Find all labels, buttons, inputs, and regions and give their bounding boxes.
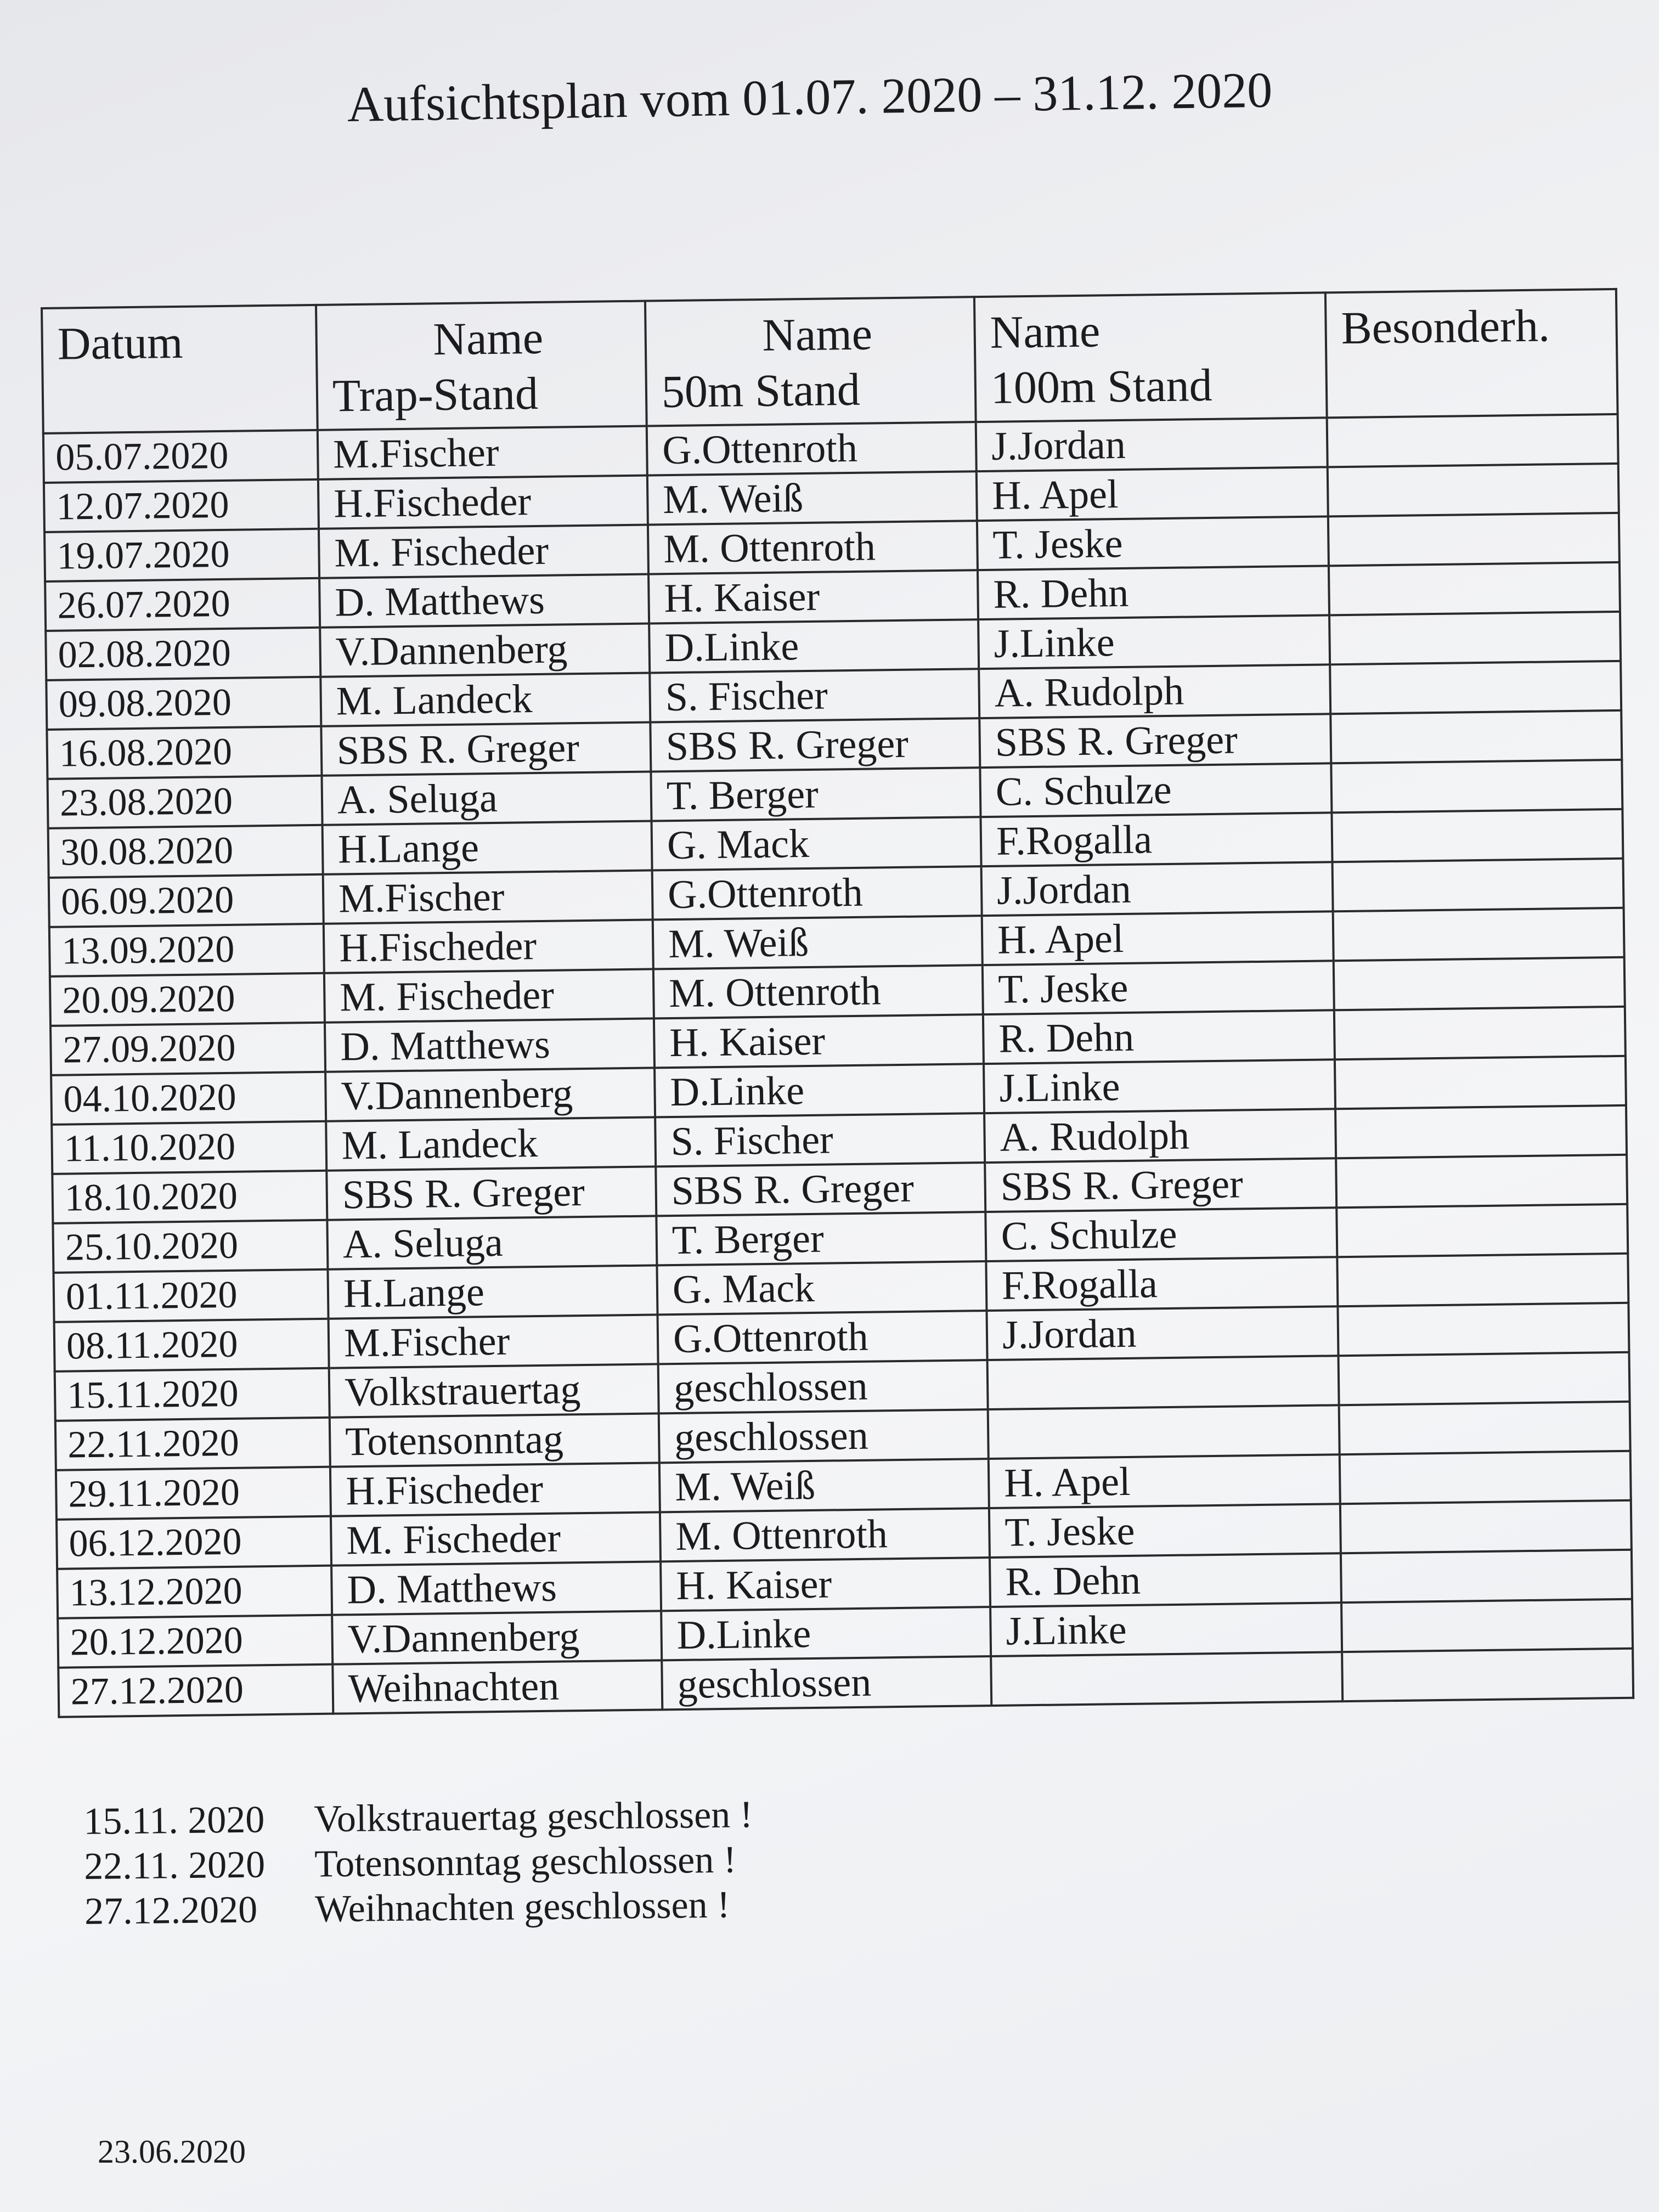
cell-datum: 12.07.2020 [44, 479, 319, 532]
cell-besonderh [1334, 957, 1625, 1010]
cell-datum: 04.10.2020 [51, 1072, 326, 1125]
cell-datum: 19.07.2020 [44, 529, 319, 582]
cell-trap-stand: M. Landeck [320, 673, 650, 726]
header-besonderh: Besonderh. [1325, 289, 1618, 417]
cell-100m-stand: J.Jordan [976, 417, 1328, 471]
cell-50m-stand: S. Fischer [650, 669, 979, 722]
cell-50m-stand: H. Kaiser [661, 1558, 990, 1611]
cell-50m-stand: G. Mack [652, 817, 981, 870]
cell-50m-stand: T. Berger [651, 768, 980, 821]
cell-50m-stand: geschlossen [658, 1360, 988, 1413]
cell-50m-stand: M. Weiß [653, 916, 983, 969]
cell-100m-stand: J.Linke [990, 1602, 1342, 1656]
cell-50m-stand: G. Mack [657, 1261, 986, 1314]
cell-trap-stand: SBS R. Greger [326, 1166, 656, 1220]
cell-50m-stand: T. Berger [656, 1212, 986, 1265]
cell-datum: 27.09.2020 [50, 1023, 325, 1075]
cell-100m-stand: F.Rogalla [986, 1257, 1338, 1311]
cell-besonderh [1339, 1352, 1630, 1405]
schedule-table [41, 288, 1634, 1718]
cell-50m-stand: M. Weiß [659, 1459, 989, 1512]
cell-datum: 16.08.2020 [47, 726, 321, 779]
cell-besonderh [1327, 414, 1618, 467]
note-text: Weihnachten geschlossen ! [314, 1883, 730, 1931]
cell-besonderh [1342, 1649, 1633, 1701]
cell-besonderh [1341, 1599, 1633, 1652]
cell-datum: 06.12.2020 [57, 1516, 331, 1569]
cell-100m-stand: A. Rudolph [984, 1109, 1336, 1163]
schedule-table-container [41, 288, 1634, 1718]
cell-trap-stand: H.Lange [323, 821, 652, 874]
cell-datum: 27.12.2020 [58, 1664, 333, 1717]
document-title: Aufsichtsplan vom 01.07. 2020 – 31.12. 2020 [346, 61, 1273, 132]
cell-datum: 13.12.2020 [57, 1566, 332, 1618]
cell-100m-stand: H. Apel [989, 1454, 1340, 1508]
cell-100m-stand: R. Dehn [983, 1010, 1335, 1064]
cell-50m-stand: G.Ottenroth [647, 422, 977, 475]
cell-besonderh [1336, 1155, 1627, 1207]
cell-trap-stand: V.Dannenberg [320, 623, 650, 676]
cell-100m-stand: F.Rogalla [980, 812, 1332, 866]
cell-100m-stand: T. Jeske [989, 1504, 1341, 1558]
cell-50m-stand: G.Ottenroth [658, 1311, 988, 1364]
cell-50m-stand: SBS R. Greger [650, 718, 980, 771]
cell-trap-stand: Weihnachten [332, 1660, 662, 1713]
cell-100m-stand [988, 1405, 1340, 1459]
table-body [43, 414, 1633, 1717]
cell-besonderh [1336, 1204, 1628, 1257]
header-100m-stand [974, 292, 1327, 422]
cell-trap-stand: D. Matthews [325, 1018, 654, 1071]
cell-datum: 22.11.2020 [55, 1418, 330, 1470]
cell-trap-stand: A. Seluga [321, 771, 651, 825]
note-row [84, 1882, 754, 1934]
cell-besonderh [1338, 1303, 1629, 1356]
cell-datum: 26.07.2020 [45, 578, 320, 631]
header-trap-stand [316, 301, 647, 430]
cell-trap-stand: H.Lange [328, 1265, 657, 1318]
header-50m-line1: Name [761, 308, 873, 361]
cell-datum: 13.09.2020 [49, 924, 324, 977]
cell-100m-stand: R. Dehn [990, 1553, 1341, 1607]
cell-trap-stand: M.Fischer [329, 1314, 658, 1368]
cell-datum: 20.09.2020 [50, 973, 325, 1026]
header-50m-line2: 50m Stand [661, 364, 861, 417]
cell-trap-stand: Volkstrauertag [329, 1364, 659, 1417]
note-date: 22.11. 2020 [83, 1843, 266, 1888]
cell-datum: 20.12.2020 [58, 1615, 332, 1668]
cell-100m-stand: SBS R. Greger [979, 714, 1331, 768]
cell-50m-stand: geschlossen [662, 1656, 991, 1709]
cell-besonderh [1335, 1056, 1626, 1109]
cell-trap-stand: SBS R. Greger [321, 722, 651, 775]
cell-trap-stand: M.Fischer [318, 426, 647, 479]
cell-50m-stand: H. Kaiser [654, 1014, 984, 1068]
cell-50m-stand: M. Ottenroth [653, 965, 983, 1018]
cell-besonderh [1333, 908, 1624, 961]
cell-trap-stand: M. Fischeder [324, 969, 654, 1022]
cell-trap-stand: M.Fischer [323, 870, 653, 923]
header-100m-line2: 100m Stand [990, 359, 1213, 414]
cell-datum: 18.10.2020 [52, 1171, 327, 1223]
cell-datum: 23.08.2020 [48, 776, 323, 828]
cell-besonderh [1328, 464, 1619, 516]
cell-100m-stand [991, 1652, 1342, 1706]
cell-trap-stand: M. Fischeder [319, 525, 648, 578]
cell-50m-stand: D.Linke [654, 1064, 984, 1117]
cell-50m-stand: M. Ottenroth [660, 1508, 990, 1561]
cell-100m-stand: H. Apel [977, 467, 1328, 521]
cell-100m-stand: J.Jordan [981, 862, 1333, 916]
cell-trap-stand: D. Matthews [331, 1561, 661, 1615]
cell-50m-stand: G.Ottenroth [652, 866, 982, 919]
header-50m-stand [645, 297, 976, 426]
cell-besonderh [1331, 809, 1623, 862]
cell-100m-stand [988, 1356, 1339, 1409]
cell-100m-stand: A. Rudolph [979, 664, 1330, 718]
header-trap-line1: Name [432, 312, 544, 365]
note-text: Volkstrauertag geschlossen ! [313, 1793, 753, 1841]
cell-datum: 29.11.2020 [56, 1467, 331, 1520]
cell-trap-stand: M. Fischeder [331, 1512, 661, 1565]
cell-50m-stand: D.Linke [649, 619, 979, 673]
cell-100m-stand: T. Jeske [983, 961, 1334, 1014]
cell-datum: 15.11.2020 [55, 1368, 330, 1421]
cell-besonderh [1329, 612, 1621, 664]
cell-trap-stand: M. Landeck [326, 1117, 656, 1170]
cell-trap-stand: V.Dannenberg [332, 1611, 662, 1664]
note-text: Totensonntag geschlossen ! [314, 1838, 737, 1886]
cell-50m-stand: SBS R. Greger [656, 1163, 985, 1216]
cell-besonderh [1330, 710, 1622, 763]
cell-100m-stand: J.Linke [978, 615, 1330, 669]
cell-100m-stand: C. Schulze [980, 763, 1331, 817]
cell-besonderh [1341, 1550, 1632, 1602]
cell-besonderh [1328, 513, 1620, 566]
cell-100m-stand: T. Jeske [977, 516, 1329, 570]
cell-besonderh [1340, 1451, 1631, 1504]
cell-50m-stand: M. Weiß [647, 471, 977, 524]
cell-trap-stand: H.Fischeder [324, 919, 653, 973]
cell-besonderh [1331, 760, 1622, 812]
cell-trap-stand: A. Seluga [327, 1216, 657, 1269]
cell-trap-stand: V.Dannenberg [325, 1068, 655, 1121]
closure-notes [83, 1792, 754, 1934]
cell-besonderh [1339, 1402, 1630, 1454]
cell-100m-stand: SBS R. Greger [985, 1158, 1336, 1212]
cell-besonderh [1334, 1007, 1626, 1059]
note-row [83, 1792, 753, 1844]
cell-trap-stand: H.Fischeder [330, 1463, 660, 1516]
cell-100m-stand: J.Linke [984, 1059, 1335, 1113]
cell-50m-stand: S. Fischer [655, 1113, 985, 1166]
cell-besonderh [1340, 1500, 1632, 1553]
cell-datum: 02.08.2020 [46, 628, 320, 680]
cell-100m-stand: R. Dehn [978, 566, 1329, 619]
document-date: 23.06.2020 [98, 2134, 246, 2170]
note-date: 15.11. 2020 [83, 1798, 265, 1843]
cell-50m-stand: H. Kaiser [648, 570, 978, 623]
note-date: 27.12.2020 [84, 1888, 258, 1933]
header-datum: Datum [42, 305, 318, 433]
header-100m-line1: Name [990, 306, 1101, 358]
cell-datum: 30.08.2020 [48, 825, 323, 878]
note-row [84, 1837, 753, 1889]
cell-datum: 01.11.2020 [54, 1269, 329, 1322]
cell-100m-stand: H. Apel [982, 911, 1334, 965]
cell-datum: 11.10.2020 [52, 1121, 326, 1174]
cell-datum: 08.11.2020 [54, 1319, 329, 1372]
cell-100m-stand: J.Jordan [986, 1306, 1338, 1360]
cell-50m-stand: D.Linke [661, 1607, 991, 1660]
cell-50m-stand: geschlossen [659, 1409, 989, 1463]
header-trap-line2: Trap-Stand [332, 368, 539, 422]
cell-trap-stand: D. Matthews [319, 574, 649, 627]
cell-datum: 25.10.2020 [53, 1220, 328, 1273]
cell-datum: 09.08.2020 [46, 677, 321, 730]
cell-datum: 06.09.2020 [49, 874, 324, 927]
cell-besonderh [1330, 661, 1621, 714]
cell-100m-stand: C. Schulze [985, 1207, 1337, 1261]
cell-50m-stand: M. Ottenroth [648, 521, 978, 574]
cell-trap-stand: H.Fischeder [318, 476, 648, 529]
cell-besonderh [1337, 1254, 1628, 1306]
cell-besonderh [1335, 1105, 1627, 1158]
cell-besonderh [1333, 859, 1624, 911]
cell-datum: 05.07.2020 [43, 430, 318, 483]
table-header-row [42, 289, 1618, 433]
cell-besonderh [1329, 562, 1620, 615]
cell-trap-stand: Totensonntag [330, 1413, 659, 1466]
